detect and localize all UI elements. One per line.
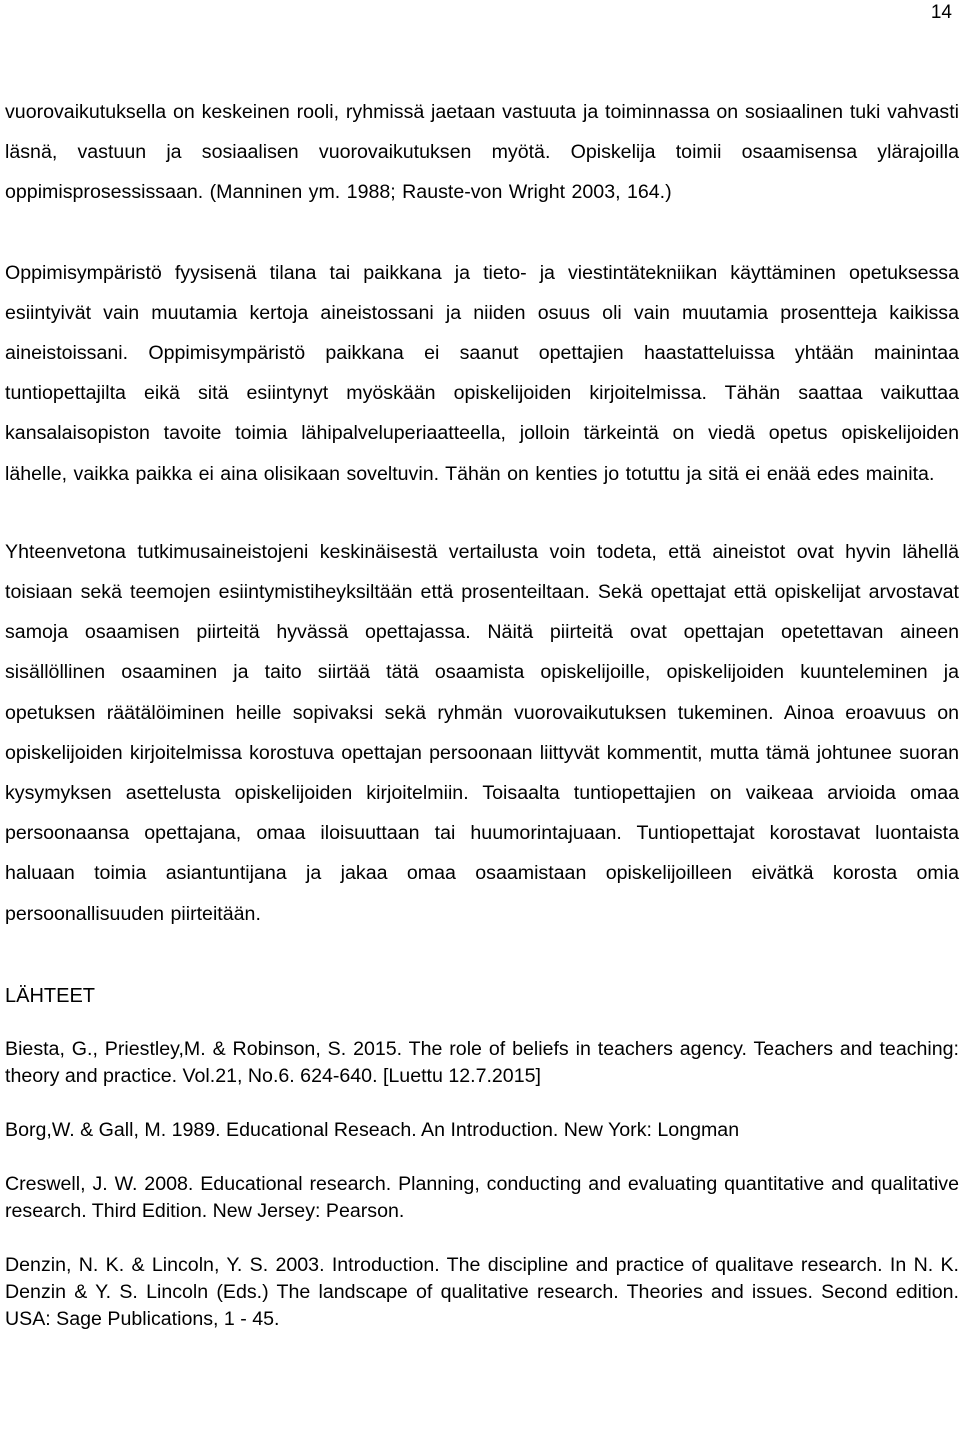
body-paragraph: Oppimisympäristö fyysisenä tilana tai paikkana ja tieto- ja viestintätekniikan käyttäminen opetuksessa esiintyivät vain muutamia kertoja aineistossani ja niiden osuus oli vain muutamia prosentteja kaikissa aineistoissani. Oppimisympäristö paikkana ei saanut opettajien haastatteluissa yhtään mainintaa tuntiopettajilta eikä sitä esiintynyt myöskään opiskelijoiden kirjoitelmissa. Tähän saattaa vaikuttaa kansalaisopiston tavoite toimia lähipalveluperiaatteella, jolloin tärkeintä on viedä opetus opiskelijoiden lähelle, vaikka paikka ei aina olisikaan soveltuvin. Tähän on kenties jo totuttu ja sitä ei enää edes mainita. [5,261,959,485]
document-body [5,92,959,1333]
reference-item: Borg,W. & Gall, M. 1989. Educational Reseach. An Introduction. New York: Longman [5,1118,740,1141]
body-paragraph: Yhteenvetona tutkimusaineistojeni keskinäisestä vertailusta voin todeta, että aineistot ovat hyvin lähellä toisiaan sekä teemojen esiintymistiheyksiltään että prosenteiltaan. Sekä opettajat että opiskelijat arvostavat samoja osaamisen piirteitä hyvässä opettajassa. Näitä piirteitä ovat opettajan opetettavan aineen sisällöllinen osaaminen ja taito siirtää tätä osaamista opiskelijoille, opiskelijoiden kuunteleminen ja opetuksen räätälöiminen heille sopivaksi sekä ryhmän vuorovaikutuksen tukeminen. Ainoa eroavuus on opiskelijoiden kirjoitelmissa korostuva opettajan persoonaan liittyvät kommentit, mutta tämä johtunee suoran kysymyksen asettelusta opiskelijoiden kirjoitelmiin. Toisaalta tuntiopettajien on vaikeaa arvioida omaa persoonaansa opettajana, omaa iloisuuttaan tai huumorintajuaan. Tuntiopettajat korostavat luontaista haluaan toimia asiantuntijana ja jakaa omaa osaamistaan opiskelijoilleen eivätkä korosta omia persoonallisuuden piirteitään. [5,540,959,925]
body-paragraph: vuorovaikutuksella on keskeinen rooli, ryhmissä jaetaan vastuuta ja toiminnassa on sosiaalinen tuki vahvasti läsnä, vastuun ja sosiaalisen vuorovaikutuksen myötä. Opiskelija toimii osaamisensa ylärajoilla oppimisprosessissaan. (Manninen ym. 1988; Rauste-von Wright 2003, 164.) [5,101,959,204]
reference-item: Denzin, N. K. & Lincoln, Y. S. 2003. Introduction. The discipline and practice of qualitave research. In N. K. Denzin & Y. S. Lincoln (Eds.) The landscape of qualitative research. Theories and issues. Second edition. USA: Sage Publications, 1 - 45. [5,1253,959,1330]
reference-item: Creswell, J. W. 2008. Educational research. Planning, conducting and evaluating quantitative and qualitative research. Third Edition. New Jersey: Pearson. [5,1172,959,1222]
references-heading: LÄHTEET [5,984,96,1007]
reference-list [5,1036,959,1333]
reference-item: Biesta, G., Priestley,M. & Robinson, S. 2015. The role of beliefs in teachers agency. Teachers and teaching: theory and practice. Vol.21, No.6. 624-640. [Luettu 12.7.2015] [5,1037,959,1087]
page-number: 14 [930,2,952,23]
